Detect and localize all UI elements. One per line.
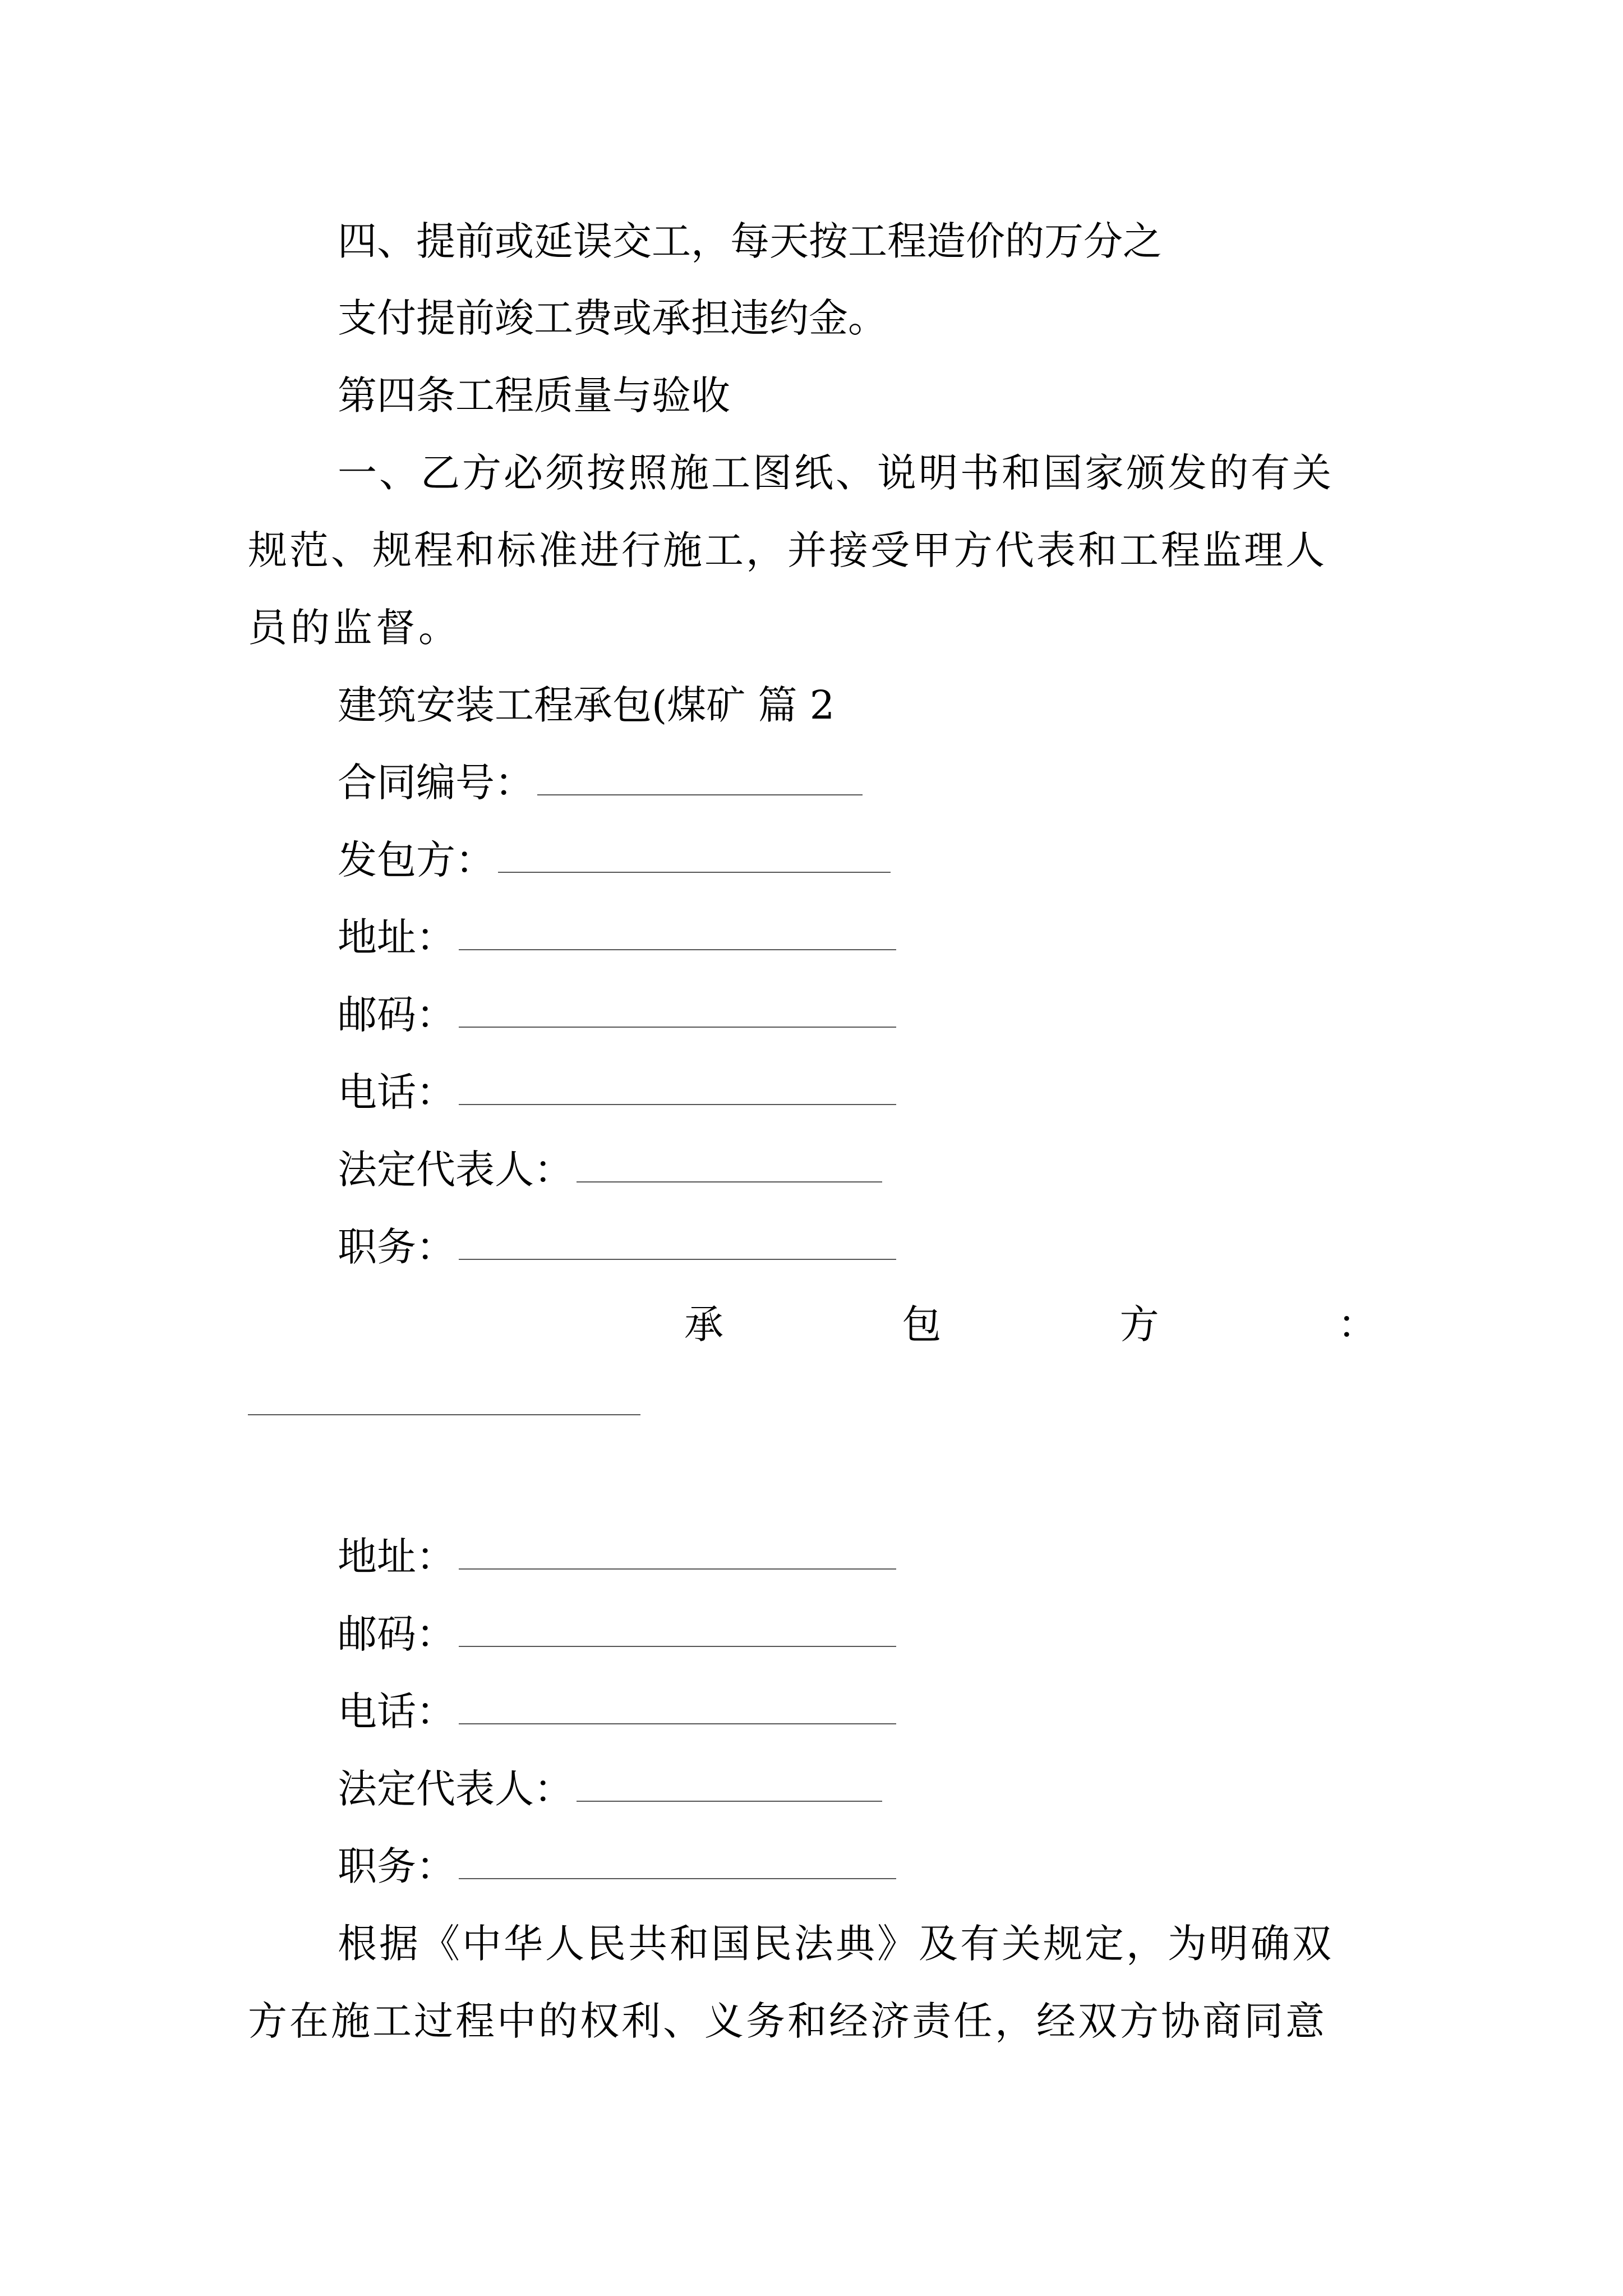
blank-line[interactable]	[459, 1878, 896, 1879]
field-label: 邮码：	[338, 992, 455, 1038]
blank-line[interactable]	[459, 1645, 896, 1647]
employer-postcode-field	[338, 992, 896, 1038]
employer-address-field	[338, 914, 896, 960]
section-title: 建筑安装工程承包(煤矿 篇 2	[338, 682, 835, 728]
field-label: 合同编号：	[338, 760, 534, 806]
field-label: 发包方：	[338, 837, 495, 883]
field-label: 职务：	[338, 1843, 455, 1889]
field-label: 地址：	[338, 914, 455, 960]
party-char: 方	[1119, 1301, 1159, 1347]
field-label: 地址：	[338, 1534, 455, 1580]
blank-line[interactable]	[577, 1800, 882, 1802]
contractor-address-field	[338, 1534, 896, 1580]
field-label: 职务：	[338, 1224, 455, 1270]
blank-line[interactable]	[459, 1723, 896, 1724]
field-label: 邮码：	[338, 1611, 455, 1657]
party-char: 承	[684, 1301, 723, 1347]
blank-line[interactable]	[459, 949, 896, 950]
contractor-postcode-field	[338, 1611, 896, 1657]
contractor-blank-line[interactable]	[248, 1414, 640, 1415]
paragraph-line: 方在施工过程中的权利、义务和经济责任，经双方协商同意	[248, 1998, 1327, 2044]
paragraph-line: 根据《中华人民共和国民法典》及有关规定，为明确双	[338, 1921, 1334, 1967]
contractor-legal-rep-field	[338, 1766, 882, 1812]
field-label: 法定代表人：	[338, 1147, 573, 1193]
blank-line[interactable]	[459, 1258, 896, 1260]
blank-line[interactable]	[537, 794, 863, 795]
contractor-phone-field	[338, 1688, 896, 1734]
field-label: 电话：	[338, 1069, 455, 1115]
paragraph-line: 四、提前或延误交工，每天按工程造价的万分之	[338, 218, 1162, 264]
employer-legal-rep-field	[338, 1147, 882, 1193]
blank-line[interactable]	[459, 1568, 896, 1570]
blank-line[interactable]	[459, 1103, 896, 1105]
employer-field	[338, 837, 891, 883]
paragraph-line: 规范、规程和标准进行施工，并接受甲方代表和工程监理人	[248, 527, 1327, 573]
paragraph-line: 一、乙方必须按照施工图纸、说明书和国家颁发的有关	[338, 450, 1334, 496]
employer-position-field	[338, 1224, 896, 1270]
blank-line[interactable]	[459, 1026, 896, 1028]
contractor-position-field	[338, 1843, 896, 1889]
section-heading: 第四条工程质量与验收	[338, 372, 730, 418]
employer-phone-field	[338, 1069, 896, 1115]
paragraph-line: 支付提前竣工费或承担违约金。	[338, 295, 887, 341]
contractor-party-label	[684, 1301, 1377, 1347]
blank-line[interactable]	[498, 871, 891, 873]
party-char: 包	[902, 1301, 942, 1347]
paragraph-line: 员的监督。	[248, 605, 461, 651]
party-char: ：	[1337, 1301, 1377, 1347]
field-label: 电话：	[338, 1688, 455, 1734]
blank-line[interactable]	[577, 1181, 882, 1182]
contract-number-field	[338, 760, 863, 806]
field-label: 法定代表人：	[338, 1766, 573, 1812]
